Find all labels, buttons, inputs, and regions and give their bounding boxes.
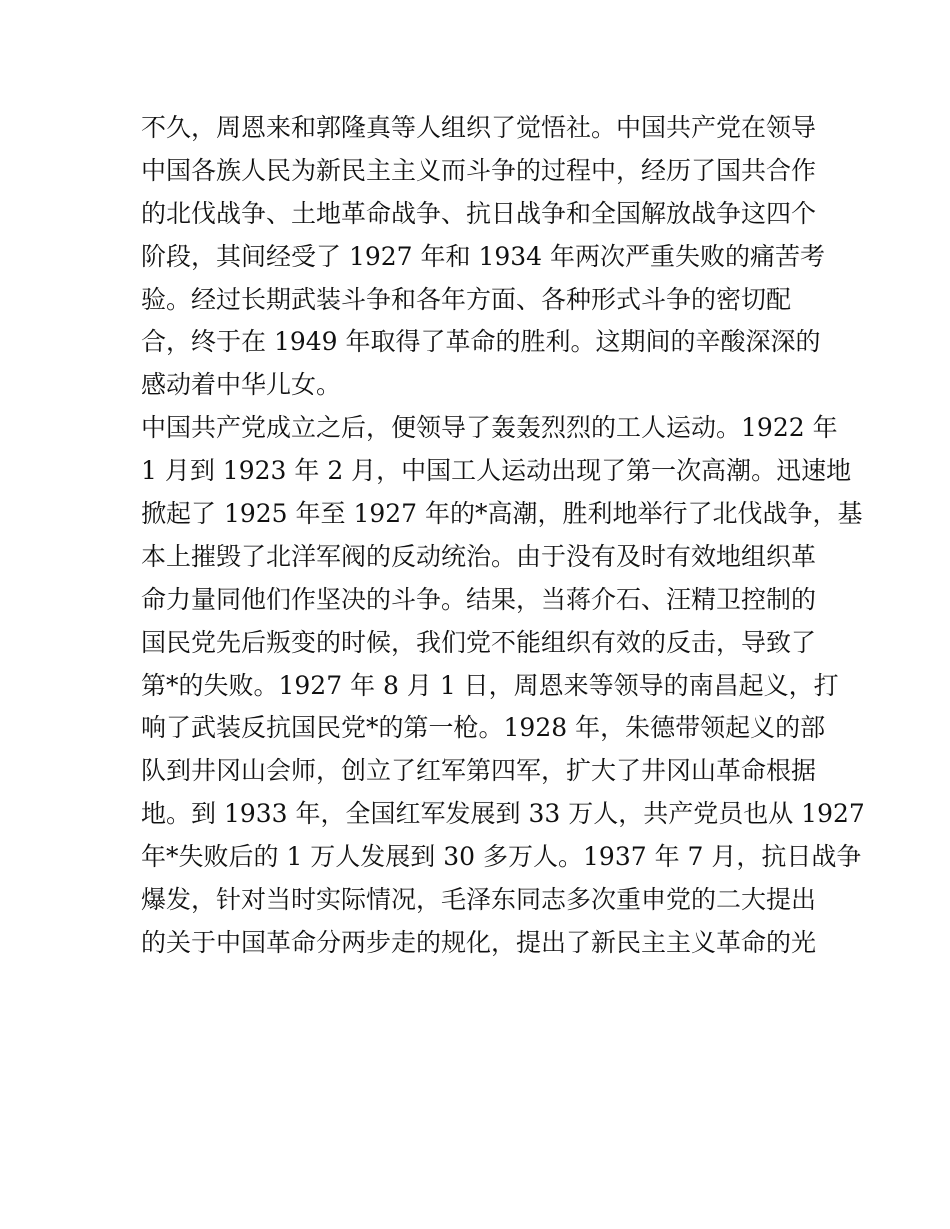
text-line: 不久，周恩来和郭隆真等人组织了觉悟社。中国共产党在领导 bbox=[141, 113, 817, 142]
text-line: 掀起了 1925 年至 1927 年的*高潮，胜利地举行了北伐战争，基 bbox=[141, 499, 863, 529]
text-line: 阶段，其间经受了 1927 年和 1934 年两次严重失败的痛苦考 bbox=[141, 241, 826, 271]
text-line: 的北伐战争、土地革命战争、抗日战争和全国解放战争这四个 bbox=[141, 198, 817, 228]
text-line: 中国各族人民为新民主主义而斗争的过程中，经历了国共合作 bbox=[141, 155, 817, 185]
text-line: 合，终于在 1949 年取得了革命的胜利。这期间的辛酸深深的 bbox=[141, 327, 821, 357]
text-line: 本上摧毁了北洋军阀的反动统治。由于没有及时有效地组织革 bbox=[141, 541, 817, 571]
text-line: 爆发，针对当时实际情况，毛泽东同志多次重申党的二大提出 bbox=[141, 885, 817, 915]
text-line: 响了武装反抗国民党*的第一枪。1928 年，朱德带领起义的部 bbox=[141, 713, 826, 743]
text-line: 地。到 1933 年，全国红军发展到 33 万人，共产党员也从 1927 bbox=[141, 799, 865, 829]
text-line: 的关于中国革命分两步走的规化，提出了新民主主义革命的光 bbox=[141, 927, 817, 957]
text-line: 国民党先后叛变的时候，我们党不能组织有效的反击，导致了 bbox=[141, 627, 817, 657]
text-line: 1 月到 1923 年 2 月，中国工人运动出现了第一次高潮。迅速地 bbox=[141, 456, 852, 486]
text-line: 命力量同他们作坚决的斗争。结果，当蒋介石、汪精卫控制的 bbox=[141, 584, 817, 614]
text-line: 感动着中华儿女。 bbox=[141, 370, 342, 400]
text-line: 验。经过长期武装斗争和各年方面、各种形式斗争的密切配 bbox=[141, 284, 792, 314]
text-line: 年*失败后的 1 万人发展到 30 多万人。1937 年 7 月，抗日战争 bbox=[141, 842, 862, 872]
text-line: 中国共产党成立之后，便领导了轰轰烈烈的工人运动。1922 年 bbox=[141, 413, 838, 443]
text-line: 队到井冈山会师，创立了红军第四军，扩大了井冈山革命根据 bbox=[141, 756, 817, 786]
body-text bbox=[141, 107, 865, 965]
text-line: 第*的失败。1927 年 8 月 1 日，周恩来等领导的南昌起义，打 bbox=[141, 670, 839, 700]
